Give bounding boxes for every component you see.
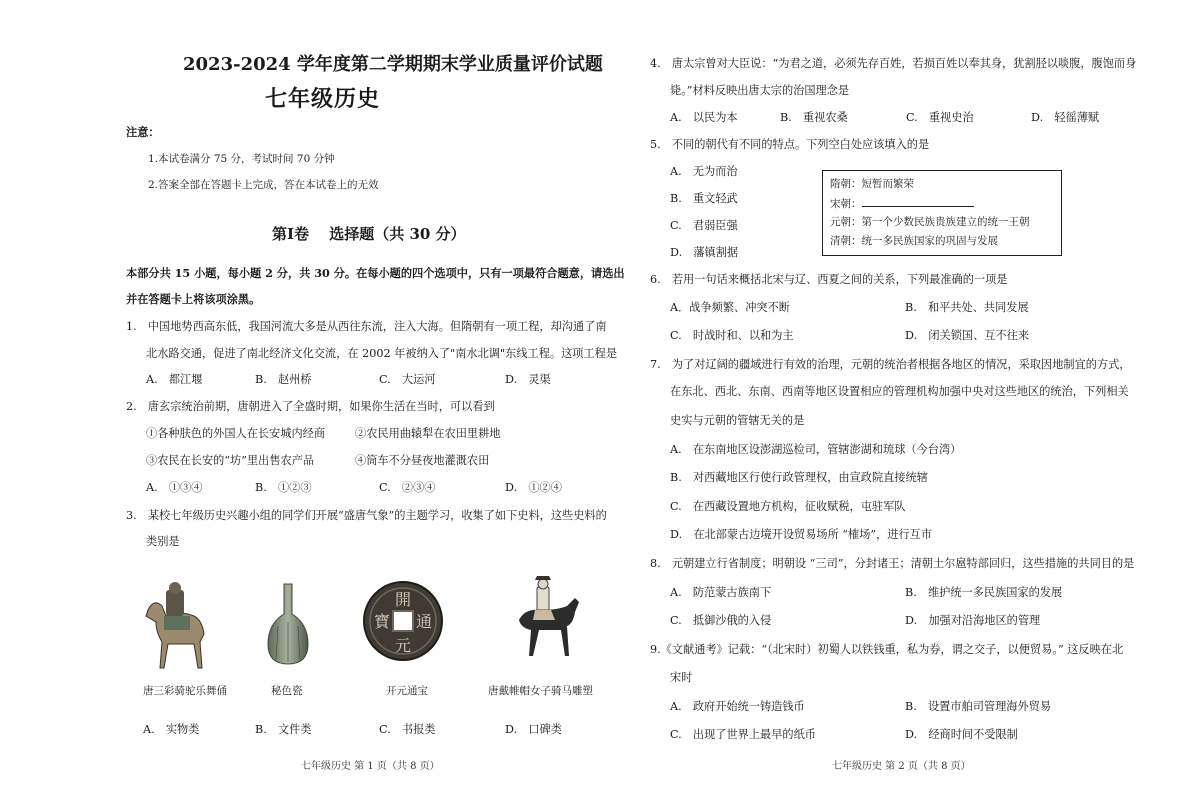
coin-char-top: 開 (394, 590, 412, 609)
q9-option-b: B. 设置市舶司管理海外贸易 (905, 700, 1052, 713)
coin-char-left: 寶 (373, 612, 391, 631)
footer-page-1: 七年级历史 第 1 页（共 8 页） (301, 761, 440, 772)
mise-porcelain-vase-figure (266, 582, 310, 666)
section-title: 第Ⅰ卷 选择题（共 30 分） (272, 225, 466, 243)
caption-coin: 开元通宝 (386, 685, 428, 697)
kaiyuan-tongbao-coin-figure (362, 580, 444, 662)
question-8-line-1: 8. 元朝建立行省制度；明朝设 “三司”，分封诸王；清朝土尔扈特部回归，这些措施的共同目的是 (650, 557, 1135, 570)
box-blank-underline (862, 196, 974, 207)
box-line-yuan: 元朝：第一个少数民族贵族建立的统一王朝 (830, 216, 1030, 228)
section-instruction-line-2: 并在答题卡上将该项涂黑。 (126, 292, 261, 306)
q2-option-b: B. ①②③ (255, 481, 312, 494)
q3-option-d: D. 口碑类 (505, 723, 562, 736)
box-line-sui: 隋朝：短暂而繁荣 (830, 178, 914, 190)
question-4-line-1: 4. 唐太宗曾对大臣说：“为君之道，必须先存百姓，若损百姓以奉其身，犹割胫以啖腹，腹饱而身 (650, 57, 1137, 70)
question-7-line-2: 在东北、西北、东南、西南等地区设置相应的管理机构加强中央对这些地区的统治，下列相关 (670, 385, 1129, 398)
question-7-line-1: 7. 为了对辽阔的疆域进行有效的治理，元朝的统治者根据各地区的情况，采取因地制宜的方式， (650, 358, 1131, 371)
q8-option-d: D. 加强对沿海地区的管理 (905, 614, 1041, 627)
q7-option-c: C. 在西藏设置地方机构，征收赋税，屯驻军队 (670, 500, 906, 513)
tang-sancai-camel-figure (140, 580, 210, 672)
q9-option-d: D. 经商时间不受限制 (905, 728, 1018, 741)
caption-horse-rider: 唐戴帷帽女子骑马雕塑 (488, 685, 593, 697)
q1-option-a: A. 都江堰 (146, 373, 203, 386)
q2-statement-3: ③农民在长安的“坊”里出售农产品 (146, 454, 315, 467)
q9-option-c: C. 出现了世界上最早的纸币 (670, 728, 816, 741)
q1-option-d: D. 灵渠 (505, 373, 551, 386)
q1-option-c: C. 大运河 (379, 373, 436, 386)
exam-title: 2023-2024 学年度第二学期期末学业质量评价试题 (183, 54, 603, 75)
q5-option-d: D. 藩镇割据 (670, 246, 739, 259)
q1-option-b: B. 赵州桥 (255, 373, 312, 386)
question-9-line-2: 宋时 (670, 671, 693, 684)
q6-option-a: A．战争频繁、冲突不断 (670, 301, 790, 314)
question-7-line-3: 史实与元朝的管辖无关的是 (670, 414, 805, 427)
caption-vase: 秘色瓷 (271, 685, 303, 697)
q3-option-b: B. 文件类 (255, 723, 312, 736)
q5-option-b: B. 重文轻武 (670, 192, 738, 205)
q2-statement-2: ②农民用曲辕犁在农田里耕地 (355, 427, 501, 440)
tang-woman-riding-horse-figure (505, 574, 585, 666)
q4-option-c: C. 重视史治 (906, 111, 974, 124)
notice-label: 注意： (126, 125, 160, 139)
q7-option-b: B. 对西藏地区行使行政管理权，由宣政院直接统辖 (670, 471, 928, 484)
q5-option-a: A. 无为而治 (670, 165, 738, 178)
question-3-line-1: 3. 某校七年级历史兴趣小组的同学们开展“盛唐气象”的主题学习，收集了如下史料，这些史料的 (126, 509, 607, 522)
question-1-line-2: 北水路交通，促进了南北经济文化交流，在 2002 年被纳入了"南水北调"东线工程。这项工程是 (146, 347, 618, 360)
q7-option-a: A. 在东南地区设澎湖巡检司，管辖澎湖和琉球（今台湾） (670, 443, 962, 456)
question-2-line-1: 2. 唐玄宗统治前期，唐朝进入了全盛时期，如果你生活在当时，可以看到 (126, 400, 495, 413)
notice-item-2: 2.答案全部在答题卡上完成，答在本试卷上的无效 (148, 179, 379, 191)
notice-item-1: 1.本试卷满分 75 分，考试时间 70 分钟 (148, 153, 335, 165)
q8-option-a: A. 防范蒙古族南下 (670, 586, 772, 599)
question-4-line-2: 毙。”材料反映出唐太宗的治国理念是 (670, 84, 850, 97)
question-3-line-2: 类别是 (146, 535, 180, 548)
q7-option-d: D. 在北部蒙古边境开设贸易场所 “榷场”，进行互市 (670, 528, 933, 541)
question-5-line-1: 5. 不同的朝代有不同的特点。下列空白处应该填入的是 (650, 138, 930, 151)
q4-option-a: A. 以民为本 (670, 111, 738, 124)
q2-option-a: A. ①③④ (146, 481, 203, 494)
q5-option-c: C. 君弱臣强 (670, 219, 738, 232)
q4-option-d: D. 轻徭薄赋 (1031, 111, 1100, 124)
q4-option-b: B. 重视农桑 (780, 111, 848, 124)
question-6-line-1: 6. 若用一句话来概括北宋与辽、西夏之间的关系，下列最准确的一项是 (650, 273, 1008, 286)
q6-option-d: D. 闭关锁国、互不往来 (905, 329, 1030, 342)
q3-option-c: C. 书报类 (379, 723, 436, 736)
right-page (600, 0, 1200, 810)
question-1-line-1: 1. 中国地势西高东低，我国河流大多是从西往东流，注入大海。但隋朝有一项工程，却沟通了南 (126, 320, 607, 333)
box-line-song (830, 196, 974, 211)
q2-statement-1: ①各种肤色的外国人在长安城内经商 (146, 427, 326, 440)
q3-option-a: A. 实物类 (143, 723, 200, 736)
coin-char-bottom: 元 (394, 636, 412, 655)
q9-option-a: A. 政府开始统一铸造钱币 (670, 700, 805, 713)
caption-camel: 唐三彩骑驼乐舞俑 (143, 685, 227, 697)
q8-option-b: B. 维护统一多民族国家的发展 (905, 586, 1063, 599)
footer-page-2: 七年级历史 第 2 页（共 8 页） (832, 761, 971, 772)
q2-statement-4: ④筒车不分昼夜地灌溉农田 (355, 454, 490, 467)
q2-option-c: C. ②③④ (379, 481, 436, 494)
q8-option-c: C. 抵御沙俄的入侵 (670, 614, 772, 627)
q6-option-b: B. 和平共处、共同发展 (905, 301, 1029, 314)
section-instruction-line-1: 本部分共 15 小题，每小题 2 分，共 30 分。在每小题的四个选项中，只有一项最符合题意，请选出 (126, 266, 625, 280)
question-9-line-1: 9.《文献通考》记载：“（北宋时）初蜀人以铁钱重，私为券，谓之交子，以便贸易。” 这反映在北 (650, 643, 1124, 656)
box-line-qing: 清朝：统一多民族国家的巩固与发展 (830, 235, 998, 247)
subject-title: 七年级历史 (265, 86, 381, 112)
q6-option-c: C. 时战时和、以和为主 (670, 329, 794, 342)
q2-option-d: D. ①②④ (505, 481, 562, 494)
box-line-song-label: 宋朝： (830, 198, 862, 210)
coin-char-right: 通 (415, 612, 433, 631)
